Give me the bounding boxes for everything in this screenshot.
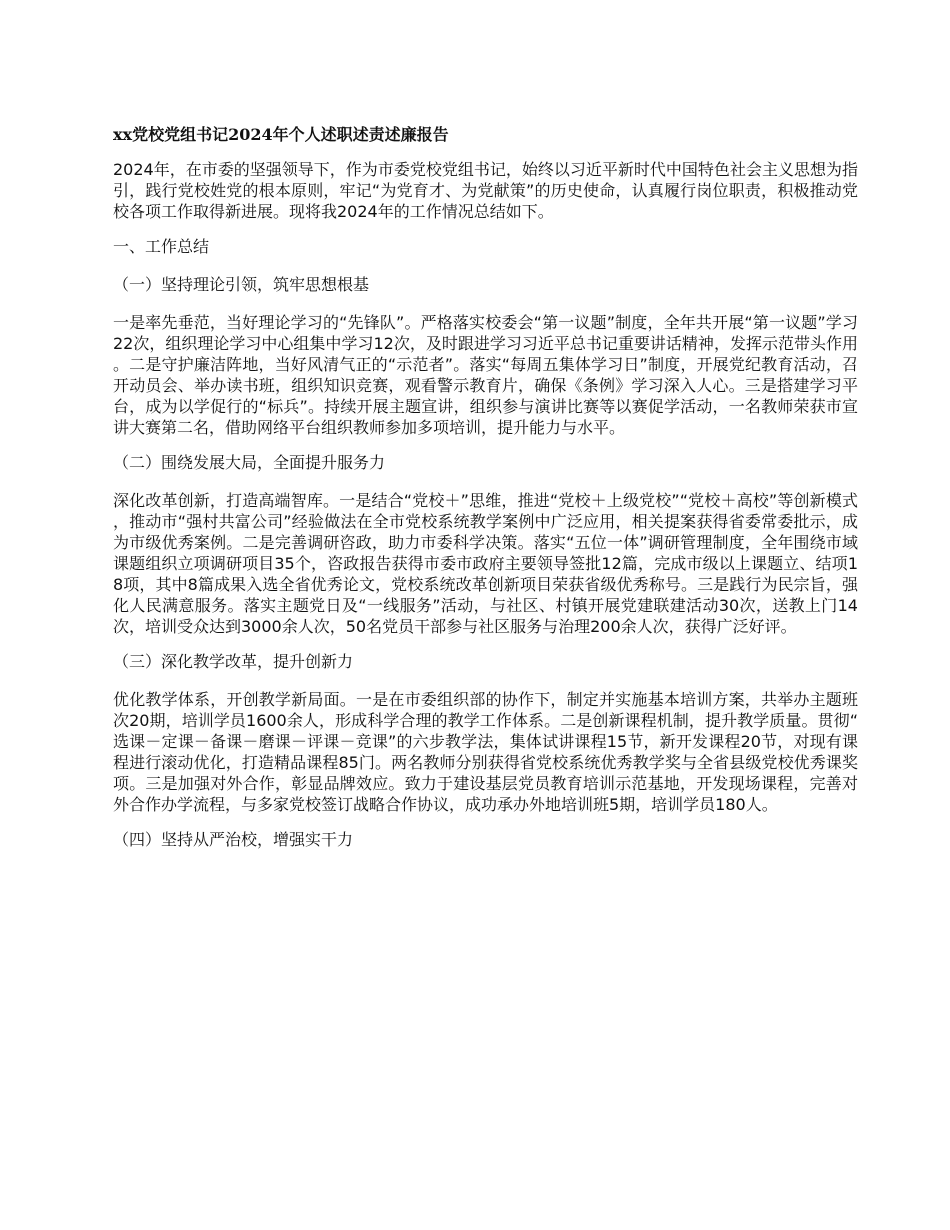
intro-paragraph: 2024年，在市委的坚强领导下，作为市委党校党组书记，始终以习近平新时代中国特色社会主义思想为指引，践行党校姓党的根本原则，牢记“为党育才、为党献策”的历史使命，认真履行岗位职责，积极推动党校各项工作取得新进展。现将我2024年的工作情况总结如下。 bbox=[113, 160, 858, 221]
document-page bbox=[113, 124, 858, 867]
subsection-heading-4: （四）坚持从严治校，增强实干力 bbox=[113, 830, 354, 849]
document-title: xx党校党组书记2024年个人述职述责述廉报告 bbox=[113, 125, 449, 144]
subsection-body-2: 深化改革创新，打造高端智库。一是结合“党校＋”思维，推进“党校＋上级党校”“党校＋高校”等创新模式，推动市“强村共富公司”经验做法在全市党校系统教学案例中广泛应用，相关提案获得省委常委批示，成为市级优秀案例。二是完善调研咨政，助力市委科学决策。落实“五位一体”调研管理制度，全年围绕市域课题组织立项调研项目35个，咨政报告获得市委市政府主要领导签批12篇，完成市级以上课题立、结项18项，其中8篇成果入选全省优秀论文，党校系统改革创新项目荣获省级优秀称号。三是践行为民宗旨，强化人民满意服务。落实主题党日及“一线服务”活动，与社区、村镇开展党建联建活动30次，送教上门14次，培训受众达到3000余人次，50名党员干部参与社区服务与治理200余人次，获得广泛好评。 bbox=[113, 491, 858, 636]
subsection-heading-2: （二）围绕发展大局，全面提升服务力 bbox=[113, 453, 386, 472]
subsection-body-3: 优化教学体系，开创教学新局面。一是在市委组织部的协作下，制定并实施基本培训方案，共举办主题班次20期，培训学员1600余人，形成科学合理的教学工作体系。二是创新课程机制，提升教学质量。贯彻“选课－定课－备课－磨课－评课－竞课”的六步教学法，集体试讲课程15节，新开发课程20节，对现有课程进行滚动优化，打造精品课程85门。两名教师分别获得省党校系统优秀教学奖与全省县级党校优秀课奖项。三是加强对外合作，彰显品牌效应。致力于建设基层党员教育培训示范基地，开发现场课程，完善对外合作办学流程，与多家党校签订战略合作协议，成功承办外地培训班5期，培训学员180人。 bbox=[113, 690, 858, 814]
section-heading-work-summary: 一、工作总结 bbox=[113, 237, 210, 256]
subsection-body-1: 一是率先垂范，当好理论学习的“先锋队”。严格落实校委会“第一议题”制度，全年共开展“第一议题”学习22次，组织理论学习中心组集中学习12次，及时跟进学习习近平总书记重要讲话精神，发挥示范带头作用。二是守护廉洁阵地，当好风清气正的“示范者”。落实“每周五集体学习日”制度，开展党纪教育活动，召开动员会、举办读书班，组织知识竞赛，观看警示教育片，确保《条例》学习深入人心。三是搭建学习平台，成为以学促行的“标兵”。持续开展主题宣讲，组织参与演讲比赛等以赛促学活动，一名教师荣获市宣讲大赛第二名，借助网络平台组织教师参加多项培训，提升能力与水平。 bbox=[113, 313, 858, 437]
subsection-heading-3: （三）深化教学改革，提升创新力 bbox=[113, 652, 354, 671]
subsection-heading-1: （一）坚持理论引领，筑牢思想根基 bbox=[113, 275, 370, 294]
